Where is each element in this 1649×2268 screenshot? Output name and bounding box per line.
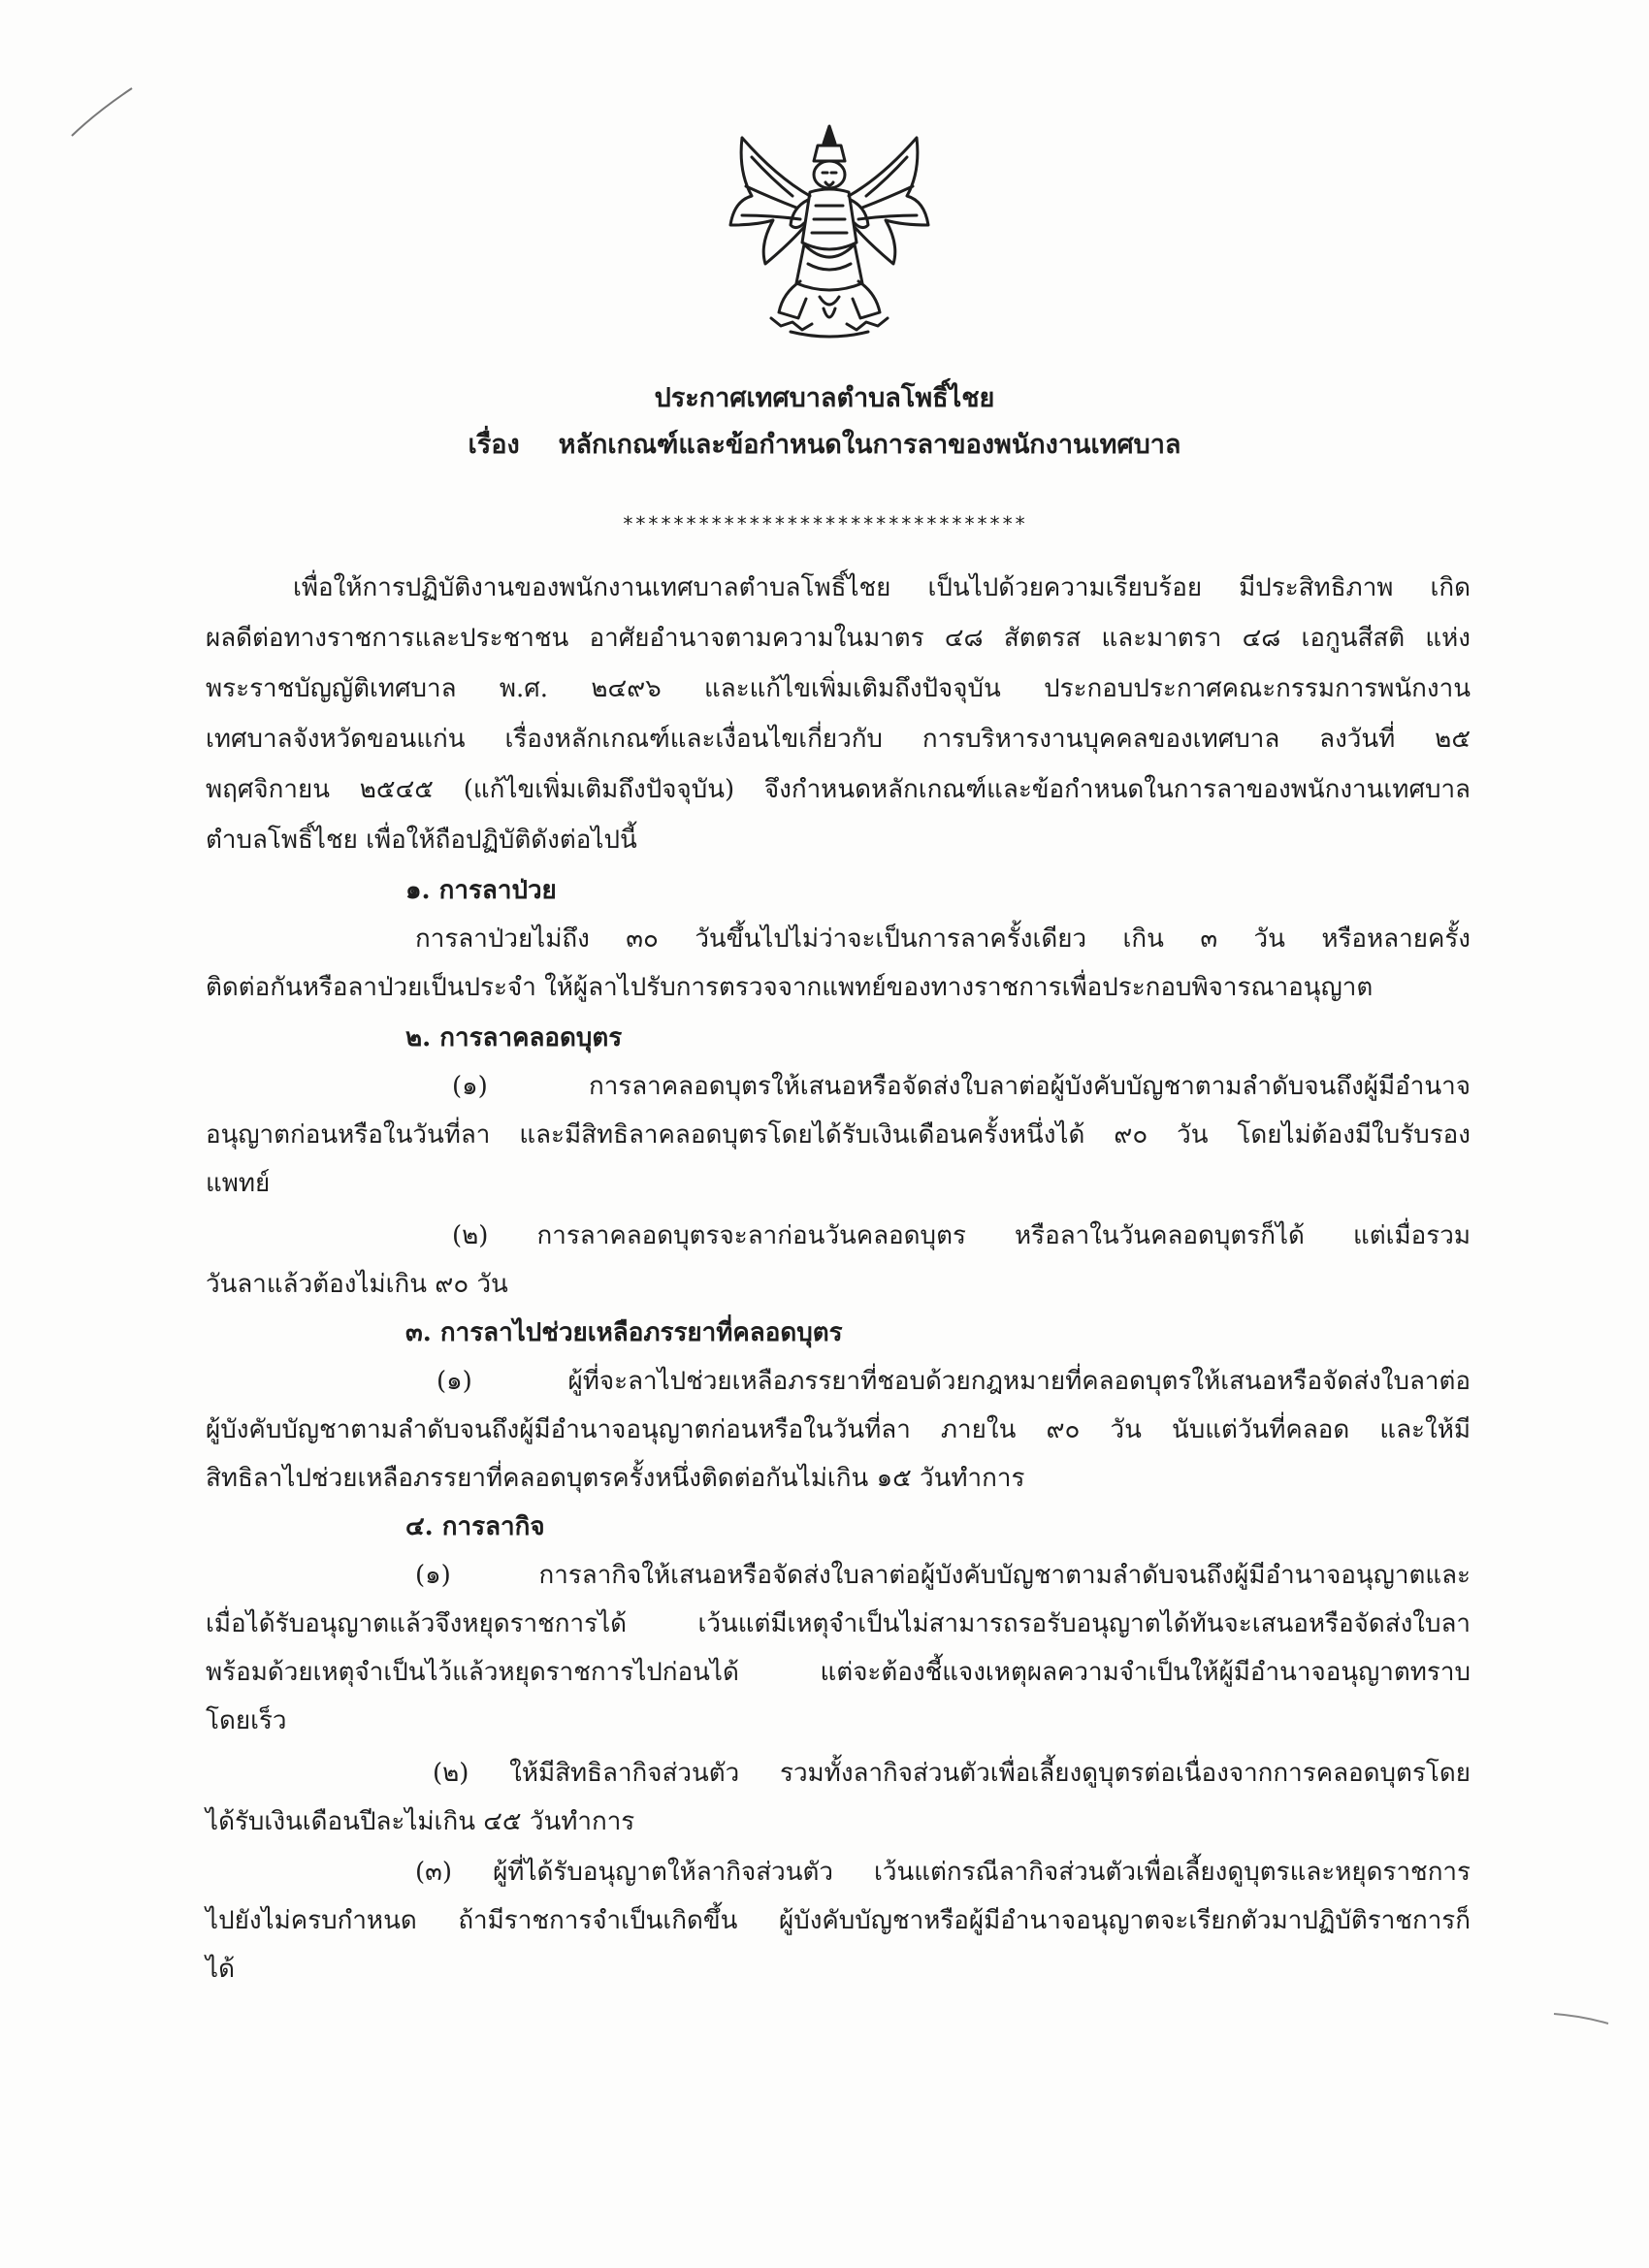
section-1-line: ติดต่อกันหรือลาป่วยเป็นประจำ ให้ผู้ลาไปรับการตรวจจากแพทย์ของทางราชการเพื่อประกอบพิจารณาอนุญาต (206, 973, 1374, 1002)
announcement-title: ประกาศเทศบาลตำบลโพธิ์ไชย (654, 383, 995, 413)
subject-label: เรื่อง (468, 430, 520, 460)
section-3-1-line: (๑) ผู้ที่จะลาไปช่วยเหลือภรรยาที่ชอบด้วยกฎหมายที่คลอดบุตรให้เสนอหรือจัดส่งใบลาต่อ (436, 1367, 1471, 1396)
section-4-3-line: ได้ (206, 1955, 235, 1984)
separator-stars: ******************************** (622, 512, 1027, 535)
intro-line: ตำบลโพธิ์ไชย เพื่อให้ถือปฏิบัติดังต่อไปนี้ (206, 826, 637, 855)
subject-text: หลักเกณฑ์และข้อกำหนดในการลาของพนักงานเทศบาล (558, 430, 1181, 460)
section-4-1-line: เมื่อได้รับอนุญาตแล้วจึงหยุดราชการได้ เว้นแต่มีเหตุจำเป็นไม่สามารถรอรับอนุญาตได้ทันจะเสนอหรือจัดส่งใบลา (206, 1609, 1471, 1638)
section-3-1-line: สิทธิลาไปช่วยเหลือภรรยาที่คลอดบุตรครั้งหนึ่งติดต่อกันไม่เกิน ๑๕ วันทำการ (206, 1464, 1025, 1493)
intro-line: ผลดีต่อทางราชการและประชาชน อาศัยอำนาจตามความในมาตร ๔๘ สัตตรส และมาตรา ๔๘ เอกูนสีสติ แห่ง (206, 624, 1471, 653)
section-3-1-line: ผู้บังคับบัญชาตามลำดับจนถึงผู้มีอำนาจอนุญาตก่อนหรือในวันที่ลา ภายใน ๙๐ วัน นับแต่วันที่คลอด และให้มี (206, 1415, 1471, 1444)
section-4-1-line: โดยเร็ว (206, 1706, 287, 1735)
intro-line: เพื่อให้การปฏิบัติงานของพนักงานเทศบาลตำบลโพธิ์ไชย เป็นไปด้วยความเรียบร้อย มีประสิทธิภาพ เกิด (293, 573, 1471, 602)
section-2-1-line: (๑) การลาคลอดบุตรให้เสนอหรือจัดส่งใบลาต่อผู้บังคับบัญชาตามลำดับจนถึงผู้มีอำนาจ (452, 1072, 1471, 1101)
section-2-1-line: แพทย์ (206, 1169, 271, 1198)
section-heading-personal-leave: ๔. การลากิจ (405, 1512, 545, 1541)
section-4-2-line: ได้รับเงินเดือนปีละไม่เกิน ๔๕ วันทำการ (206, 1807, 635, 1836)
scan-mark-right (1552, 2008, 1610, 2027)
scan-mark-top-left (68, 82, 136, 141)
announcement-subject-line (0, 423, 1649, 465)
section-4-1-line: (๑) การลากิจให้เสนอหรือจัดส่งใบลาต่อผู้บังคับบัญชาตามลำดับจนถึงผู้มีอำนาจอนุญาตและ (415, 1561, 1471, 1590)
section-2-2-line: (๒) การลาคลอดบุตรจะลาก่อนวันคลอดบุตร หรือลาในวันคลอดบุตรก็ได้ แต่เมื่อรวม (452, 1221, 1471, 1250)
section-2-2-line: วันลาแล้วต้องไม่เกิน ๙๐ วัน (206, 1270, 508, 1299)
section-4-2-line: (๒) ให้มีสิทธิลากิจส่วนตัว รวมทั้งลากิจส่วนตัวเพื่อเลี้ยงดูบุตรต่อเนื่องจากการคลอดบุตรโดย (433, 1759, 1471, 1788)
garuda-emblem-icon (723, 118, 936, 341)
section-4-3-line: (๓) ผู้ที่ได้รับอนุญาตให้ลากิจส่วนตัว เว้นแต่กรณีลากิจส่วนตัวเพื่อเลี้ยงดูบุตรและหยุดราชการ (415, 1858, 1471, 1887)
section-heading-maternity-leave: ๒. การลาคลอดบุตร (405, 1023, 623, 1053)
intro-line: พระราชบัญญัติเทศบาล พ.ศ. ๒๔๙๖ และแก้ไขเพิ่มเติมถึงปัจจุบัน ประกอบประกาศคณะกรรมการพนักงาน (206, 674, 1471, 703)
section-4-1-line: พร้อมด้วยเหตุจำเป็นไว้แล้วหยุดราชการไปก่อนได้ แต่จะต้องชี้แจงเหตุผลความจำเป็นให้ผู้มีอำนาจอนุญาตทราบ (206, 1658, 1471, 1687)
section-heading-sick-leave: ๑. การลาป่วย (405, 876, 557, 905)
section-4-3-line: ไปยังไม่ครบกำหนด ถ้ามีราชการจำเป็นเกิดขึ้น ผู้บังคับบัญชาหรือผู้มีอำนาจอนุญาตจะเรียกตัวมาปฏิบัติราชการก็ (206, 1906, 1471, 1935)
section-1-line: การลาป่วยไม่ถึง ๓๐ วันขึ้นไปไม่ว่าจะเป็นการลาครั้งเดียว เกิน ๓ วัน หรือหลายครั้ง (415, 924, 1471, 954)
intro-line: เทศบาลจังหวัดขอนแก่น เรื่องหลักเกณฑ์และเงื่อนไขเกี่ยวกับ การบริหารงานบุคคลของเทศบาล ลงวันที่ ๒๕ (206, 725, 1471, 754)
intro-line: พฤศจิกายน ๒๕๔๕ (แก้ไขเพิ่มเติมถึงปัจจุบัน) จึงกำหนดหลักเกณฑ์และข้อกำหนดในการลาของพนักงานเทศบาล (206, 775, 1471, 804)
section-heading-paternity-leave: ๓. การลาไปช่วยเหลือภรรยาที่คลอดบุตร (405, 1318, 843, 1347)
section-2-1-line: อนุญาตก่อนหรือในวันที่ลา และมีสิทธิลาคลอดบุตรโดยได้รับเงินเดือนครั้งหนึ่งได้ ๙๐ วัน โดยไม่ต้องมีใบรับรอง (206, 1120, 1471, 1150)
